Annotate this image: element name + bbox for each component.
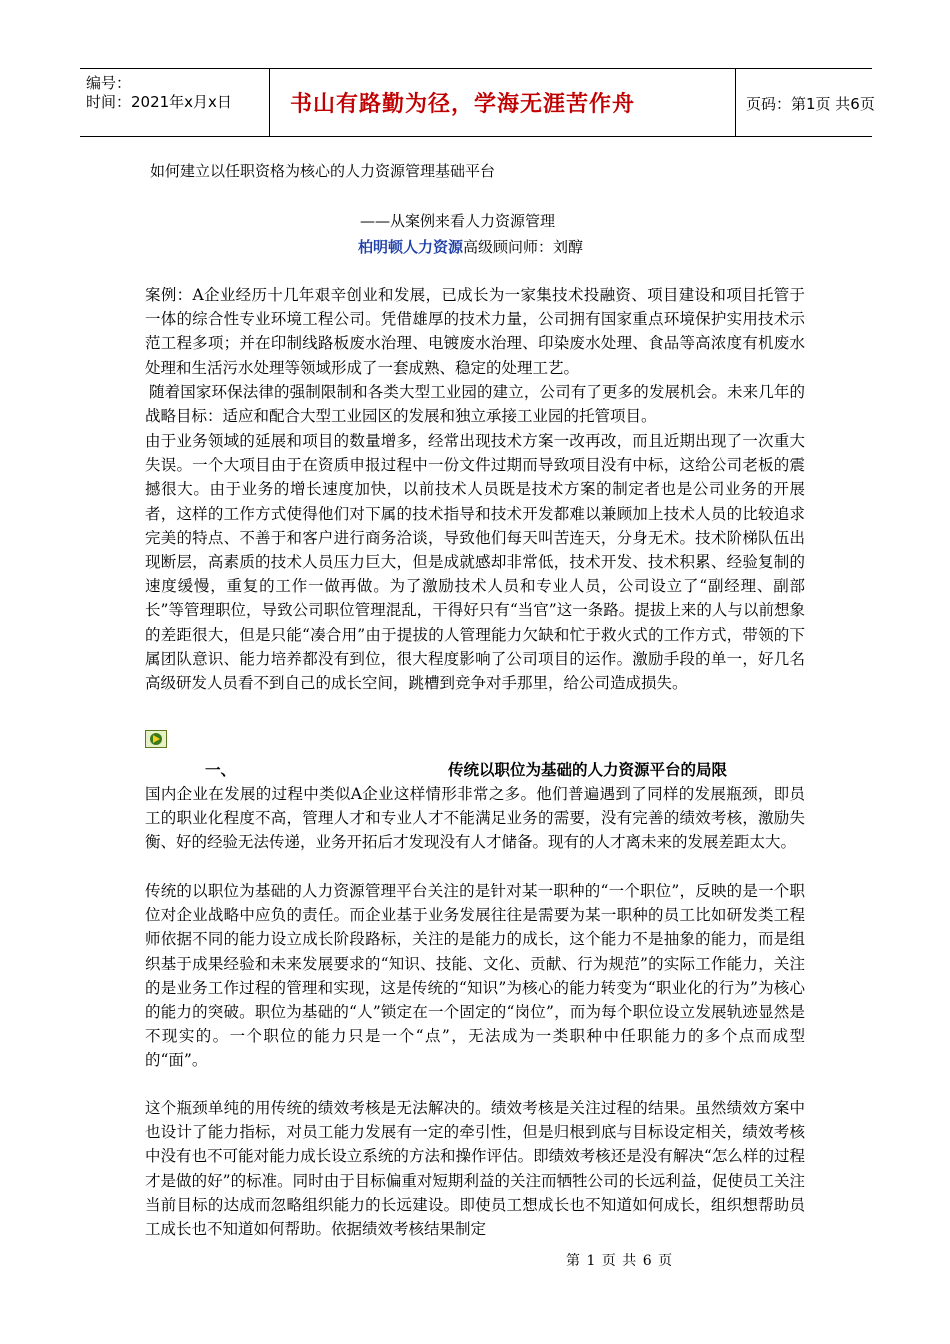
byline-author: 高级顾问师：刘醇 — [463, 238, 584, 256]
section-number: 一、 — [205, 760, 237, 779]
paragraph-performance: 这个瓶颈单纯的用传统的绩效考核是无法解决的。绩效考核是关注过程的结果。虽然绩效方案中也设计了能力指标，对员工能力发展有一定的牵引性，但是归根到底与目标设定相关，绩效考核中没有也不可能对能力成长设立系统的方法和操作评估。即绩效考核还是没有解决“怎么样的过程才是做的好”的标准。同时由于目标偏重对短期利益的关注而牺牲公司的长远利益，促使员工关注当前目标的达成而忽略组织能力的长远建设。即使员工想成长也不知道如何成长，组织想帮助员工成长也不知道如何帮助。依据绩效考核结果制定 — [145, 1099, 805, 1239]
paragraph-bottleneck: 国内企业在发展的过程中类似A企业这样情形非常之多。他们普遍遇到了同样的发展瓶颈，即员工的职业化程度不高，管理人才和专业人才不能满足业务的需要，没有完善的绩效考核，激励失衡、好的经验无法传递，业务开拓后才发现没有人才储备。现有的人才离未来的发展差距太大。 — [145, 785, 805, 852]
paragraph-opportunity: 随着国家环保法律的强制限制和各类大型工业园的建立，公司有了更多的发展机会。未来几年的战略目标：适应和配合大型工业园区的发展和独立承接工业园的托管项目。 — [145, 383, 805, 426]
paragraph-case: 案例：A企业经历十几年艰辛创业和发展，已成长为一家集技术投融资、项目建设和项目托管于一体的综合性专业环境工程公司。凭借雄厚的技术力量，公司拥有国家重点环境保护实用技术示范工程多项；并在印制线路板废水治理、电镀废水治理、印染废水处理、食品等高浓度有机废水处理和生活污水处理等领域形成了一套成熟、稳定的处理工艺。 — [145, 286, 805, 377]
document-subtitle: ——从案例来看人力资源管理 — [360, 212, 556, 230]
header-meta-cell — [80, 69, 270, 136]
audio-play-icon[interactable] — [145, 730, 167, 748]
document-title: 如何建立以任职资格为核心的人力资源管理基础平台 — [150, 162, 496, 180]
header-motto-cell — [270, 69, 736, 136]
byline-org[interactable]: 柏明顿人力资源 — [358, 238, 464, 256]
page-footer: 第 1 页 共 6 页 — [566, 1253, 674, 1269]
paragraph-traditional-platform: 传统的以职位为基础的人力资源管理平台关注的是针对某一职种的“一个职位”，反映的是一个职位对企业战略中应负的责任。而企业基于业务发展往往是需要为某一职种的员工比如研发类工程师依据不同的能力设立成长阶段路标，关注的是能力的成长，这个能力不是抽象的能力，而是组织基于成果经验和未来发展要求的“知识、技能、文化、贡献、行为规范”的实际工作能力，关注的是业务工作过程的管理和实现，这是传统的“知识”为核心的能力转变为“职业化的行为”为核心的能力的突破。职位为基础的“人”锁定在一个固定的“岗位”，而为每个职位设立发展轨迹显然是不现实的。一个职位的能力只是一个“点”，无法成为一类职种中任职能力的多个点而成型的“面”。 — [145, 882, 805, 1070]
header-page-cell — [736, 69, 875, 136]
motto-text: 书山有路勤为径，学海无涯苦作舟 — [290, 92, 636, 117]
number-label: 编号： — [86, 74, 132, 92]
document-header — [80, 68, 875, 137]
byline — [358, 236, 583, 257]
date-line: 时间：2021年x月x日 — [86, 93, 232, 111]
section-title: 传统以职位为基础的人力资源平台的局限 — [448, 761, 728, 779]
page-info: 页码：第1页 共6页 — [746, 95, 875, 113]
paragraph-problems: 由于业务领域的延展和项目的数量增多，经常出现技术方案一改再改，而且近期出现了一次重大失误。一个大项目由于在资质申报过程中一份文件过期而导致项目没有中标，这给公司老板的震撼很大。由于业务的增长速度加快，以前技术人员既是技术方案的制定者也是公司业务的开展者，这样的工作方式使得他们对下属的技术指导和技术开发都难以兼顾加上技术人员的比较追求完美的特点、不善于和客户进行商务洽谈，导致他们每天叫苦连天，分身无术。技术阶梯队伍出现断层，高素质的技术人员压力巨大，但是成就感却非常低，技术开发、技术积累、经验复制的速度缓慢，重复的工作一做再做。为了激励技术人员和专业人员，公司设立了“副经理、副部长”等管理职位，导致公司职位管理混乱，干得好只有“当官”这一条路。提拔上来的人与以前想象的差距很大，但是只能“凑合用”由于提拔的人管理能力欠缺和忙于救火式的工作方式，带领的下属团队意识、能力培养都没有到位，很大程度影响了公司项目的运作。激励手段的单一，好几名高级研发人员看不到自己的成长空间，跳槽到竞争对手那里，给公司造成损失。 — [145, 432, 805, 693]
